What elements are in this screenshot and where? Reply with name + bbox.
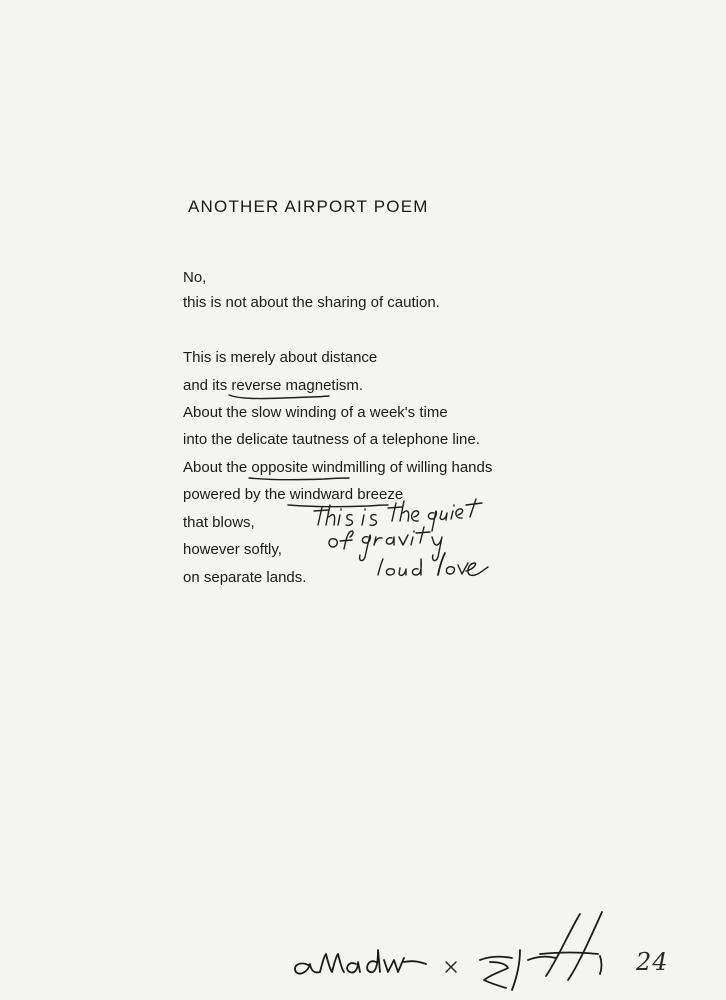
poem-text: windmilling of willing hands (308, 459, 493, 476)
poem-line: into the delicate tautness of a telephone line. (183, 431, 480, 448)
poem-text: and its (183, 377, 232, 394)
underlined-phrase (251, 458, 308, 478)
poem-title: ANOTHER AIRPORT POEM (188, 197, 429, 216)
poem-line (183, 376, 363, 396)
page-number: 24 (636, 948, 669, 976)
poem-text: breeze (353, 486, 404, 503)
poem-line: on separate lands. (183, 569, 307, 586)
underlined-text: reverse magnetism. (231, 377, 364, 394)
poem-line: This is merely about distance (183, 349, 378, 366)
underlined-text: windward (289, 486, 354, 503)
underlined-text: opposite (251, 459, 309, 476)
pen-underline (229, 393, 329, 401)
signature-separator (446, 962, 456, 972)
poem-line: this is not about the sharing of caution. (183, 294, 440, 311)
poem-text: About the (183, 459, 252, 476)
poem-line: however softly, (183, 541, 282, 558)
poem-text: powered by the (183, 486, 290, 503)
underlined-phrase (231, 376, 363, 396)
poem-line: that blows, (183, 514, 255, 531)
poem-line (183, 458, 492, 478)
poem-line: No, (183, 269, 207, 286)
poem-line: About the slow winding of a week's time (183, 404, 448, 421)
signature-1 (295, 950, 426, 974)
handwritten-note (300, 495, 490, 585)
pen-underline (249, 475, 349, 483)
signature-2 (480, 912, 602, 990)
